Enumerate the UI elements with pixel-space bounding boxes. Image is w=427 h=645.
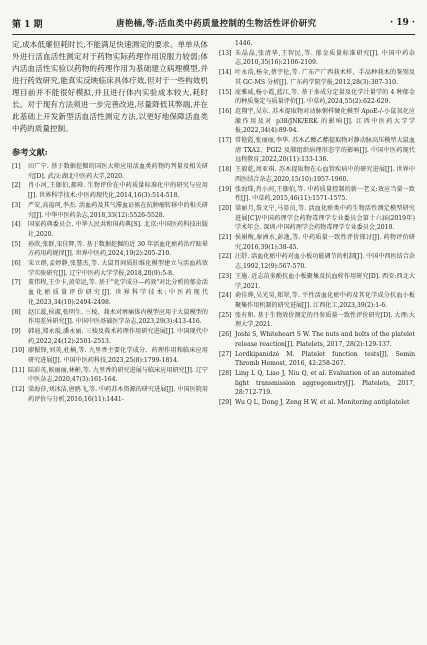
reference-item [12, 346, 208, 365]
reference-item [12, 308, 208, 327]
reference-number: [4] [12, 221, 21, 229]
reference-item [219, 165, 415, 184]
reference-number: [27] [219, 350, 232, 358]
reference-text: Joshi S, Whiteheart S W. The nuts and bolts of the platelet release reaction[J]. Platelets, 2017, 28(2):129-137. [235, 331, 415, 348]
reference-text: 张海珠,肖小河,王伽伯,等. 中药质量控制的新一老义:效应当量一致性[J]. 中草药,2015,46(11):1571-1575. [235, 185, 415, 203]
reference-text: Wu Q L, Dong J, Zeng H W, et al. Monitoring antiplatelet [235, 399, 410, 407]
reference-text: 廖振锋,刘英,杜楠,等. 九里香主要化学成分、药理作用和临床应用研究进展[J]. 中国中医药科技,2023,25(8):1799-1814. [28, 347, 208, 365]
reference-number: [2] [12, 182, 21, 190]
reference-text: 宋立群,孟婷静,张慧杰,等. 大鼠胃间质肝维化模型建立与活血药效学实验研究[J]. 辽宁中医药大学学报,2018,20(9):5-8. [28, 260, 208, 277]
reference-text: 俞佳烨,吴光昊,郑翠,等. 平性活血化瘀中药及其化学成分抗血小板聚集作用机制的研究进展[J]. 江西化工,2023,39(2):1-6. [235, 292, 415, 309]
issue-label: 第 1 期 [12, 19, 43, 30]
reference-number: [28] [219, 369, 232, 377]
reference-number: [19] [219, 185, 232, 193]
reference-number: [8] [12, 308, 21, 316]
references-heading: 参考文献: [12, 147, 48, 157]
reference-number: [21] [219, 234, 232, 242]
reference-text: 朱晶晶,张清华,王智民,等. 郁金质量标准研究[J]. 中国中药杂志,2010,35(16):2106-2109. [235, 49, 415, 67]
reference-number: [12] [12, 386, 25, 394]
reference-continuation: 1446. [235, 40, 253, 47]
reference-item [12, 327, 208, 346]
reference-number: [23] [219, 272, 232, 280]
reference-item [219, 185, 415, 204]
page-header [12, 12, 415, 35]
left-column [12, 39, 208, 639]
reference-text: 梁丽月,詹文宁,马显员,等. 活血化瘀类中药生物活性测定模型研究进展[C]//中国药理学会药物毒理学专业委员会第十六届(2019年)学术年会. 深圳:中国药理学会药物毒理学专业委员会,2019. [235, 204, 415, 232]
reference-number: [22] [219, 253, 232, 261]
right-column [219, 39, 415, 639]
reference-item [219, 272, 415, 291]
two-column-body [12, 39, 415, 639]
reference-text: 汪舒. 活血化瘀中药对血小板功能调节的机制[J]. 中国中西医结合杂志,1992,12(9):567-570. [235, 253, 415, 271]
reference-text: Ling L Q, Liao J, Niu Q, et al. Evaluation of an automated light transmission aggregometry[J]. Platelets, 2017, 28:712-719. [235, 369, 415, 397]
reference-number: [16] [219, 107, 232, 115]
reference-number: [17] [219, 137, 232, 145]
reference-list-right [219, 49, 415, 408]
reference-number: [13] [219, 49, 232, 57]
reference-text: 国家药典委员会. 中华人民共和国药典[S]. 北京:中国医药科技出版社,2020. [28, 221, 208, 238]
reference-item [219, 49, 415, 68]
reference-number: [26] [219, 331, 232, 339]
reference-text: 陆彩英,候丽丽,林彬,等. 九里香的研究进展与临床应用研究[J]. 辽宁中医杂志,2020,47(3):161-164. [28, 366, 208, 384]
reference-item [219, 311, 415, 330]
reference-item [219, 398, 415, 408]
reference-item [12, 181, 208, 200]
reference-text: 孙欣,张群,宋佳辉,等. 基于数据挖掘的近 30 年活血化瘀药治疗眩晕方药用药规律[J]. 世界中医药,2024,19(2):205-210. [28, 240, 208, 258]
reference-item [219, 204, 415, 233]
reference-text: 常艳霞,张丽丽,李华. 苏木乙酸乙酯提取物对静动脉高压模型大鼠血清 TXA2、PGI2 及肺组织病理形态学的影响[J]. 中国中医药现代远程教育,2022,20(11):133-136. [235, 137, 415, 164]
reference-number: [29] [219, 399, 232, 407]
reference-number: [7] [12, 279, 21, 287]
conclusion-paragraph: 定,成本低廉但耗时长,不能满足快速测定的要求。单单从体外进行活血活性测定对于药物实际药理作用说服力较弱;体内活血活性实验以药物的药理作用为基础建立病理模型,并进行药效研究,能真实反映临床具体疗效,但对于一些构效机理目前并不能很好模拟,并且进行体内实验成本较大,耗时长。对于现有方法须进一步完善改进,尽量降低其弊端,并在此基础上开发新型活血活性测定方法,以更好地保障活血类中药的质量控制。 [12, 40, 208, 133]
reference-item [219, 350, 415, 369]
reference-text: 范翔宇,吴东. 苏木提取物对动脉粥样硬化模型 ApoE-/-小鼠氧化应激作用及对 p38/JNK/ERK 的影响[J]. 江西中医药大学学报,2022,34(4):89-94. [235, 107, 415, 135]
reference-text: 张有和. 基于生物效价测定的丹参质量一致性评价研究[D]. 大理:大理大学,2021. [235, 311, 415, 329]
reference-item [12, 366, 208, 385]
reference-number: [15] [219, 88, 232, 96]
reference-text: 严安,高福珂,李杰. 活血药及其气滞血证候在抗肿瘤转移中的相关研究[J]. 中华中医药杂志,2018,33(12):5526-5528. [28, 201, 208, 219]
reference-text: 董伟程,王少卡,黄荣运,等. 基于"化学成分—药效"对比分析的郁金活血化瘀质量评价研究[J]. 世界科学技术:中医药现代化,2023,34(10):2494-2498. [28, 279, 208, 306]
reference-number: [5] [12, 240, 21, 248]
reference-text: 韩迪,郑永琨,潘永丽. 三棱及莪术药理作用研究进展[J]. 中国现代中药,2022,24(12):2501-2513. [28, 327, 208, 345]
reference-text: 梁海莎,刘冰洁,唐鸥飞,等. 中药苏木资源的研究进展[J]. 中国医院用药评价与分析,2016,16(11):1441- [28, 386, 208, 403]
reference-text: 王毅乾,周亚琪. 苏木提取物在心血管疾病中的研究进展[J]. 世界中西医结合杂志,2020,15(10):1957-1960. [235, 166, 415, 183]
reference-item [12, 259, 208, 278]
reference-item [219, 233, 415, 252]
reference-number: [14] [219, 69, 232, 77]
reference-item [12, 240, 208, 259]
reference-item [219, 291, 415, 310]
reference-text: 肖小河,王伽伯,郝舜. 生物评价在中药质量标准化中的研究与应用[J]. 世界科学技术:中医药现代化,2014,16(3):514-518. [28, 182, 208, 200]
reference-number: [11] [12, 366, 25, 374]
reference-item [219, 369, 415, 398]
reference-number: [24] [219, 292, 232, 300]
reference-list-left [12, 162, 208, 405]
reference-item [219, 136, 415, 165]
reference-item [219, 252, 415, 271]
reference-text: 叶永浩,杨全,蔡宇伦,等. 广东产广西莪术样、手品种莪术的鉴别及其 GC-MS 分析[J]. 广东药学院学报,2012,28(3):307-310. [235, 69, 415, 86]
reference-number: [25] [219, 311, 232, 319]
reference-text: 王施. 近志苗多酚抗血小板聚集及抗血栓作用研究[D]. 西安:西北大学,2021. [235, 272, 415, 290]
reference-item [219, 68, 415, 87]
reference-number: [20] [219, 204, 232, 212]
reference-item [219, 88, 415, 107]
reference-item [219, 330, 415, 349]
reference-text: 田广宁. 基于数据挖掘的国医大师应用活血类药物的判量及相关研究[D]. 武汉:湖北中医药大学,2020. [28, 163, 208, 180]
reference-text: 侯娟梅,秦洲水,彭逸,等. 中药质量一致性评价探讨[J]. 药物评价研究,2016,39(1):38-45. [235, 234, 415, 251]
reference-text: 庞雅威,杨小霞,蓝江,等. 基于多成分定量及化学计量学的 4 种郁金的种质鉴定与质量评价[J]. 中草药,2024,55(2):622-629. [235, 88, 415, 106]
running-title: 唐艳楠,等:活血类中药质量控制的生物活性评价研究 [116, 19, 317, 29]
reference-item [12, 162, 208, 181]
reference-item [12, 385, 208, 404]
reference-text: 赵江蕊,侯淑,张明生. 三棱、莪术对痹痛体内模型应用于大鼠模型的作用差异研究[J]. 中国中医基础医学杂志,2023,29(3):413-416. [28, 308, 208, 326]
reference-item [12, 220, 208, 239]
reference-text: Lordkipanidzé M. Platelet function tests[J]. Semin Thromb Hemost, 2016, 42:258-267. [235, 350, 415, 368]
reference-number: [1] [12, 163, 21, 170]
reference-number: [9] [12, 327, 21, 335]
reference-number: [18] [219, 166, 232, 174]
reference-number: [3] [12, 201, 21, 209]
reference-item [219, 107, 415, 136]
reference-item [12, 201, 208, 220]
reference-item [12, 278, 208, 307]
page-number: · 19 · [389, 18, 415, 28]
reference-number: [6] [12, 260, 21, 268]
reference-number: [10] [12, 347, 25, 355]
